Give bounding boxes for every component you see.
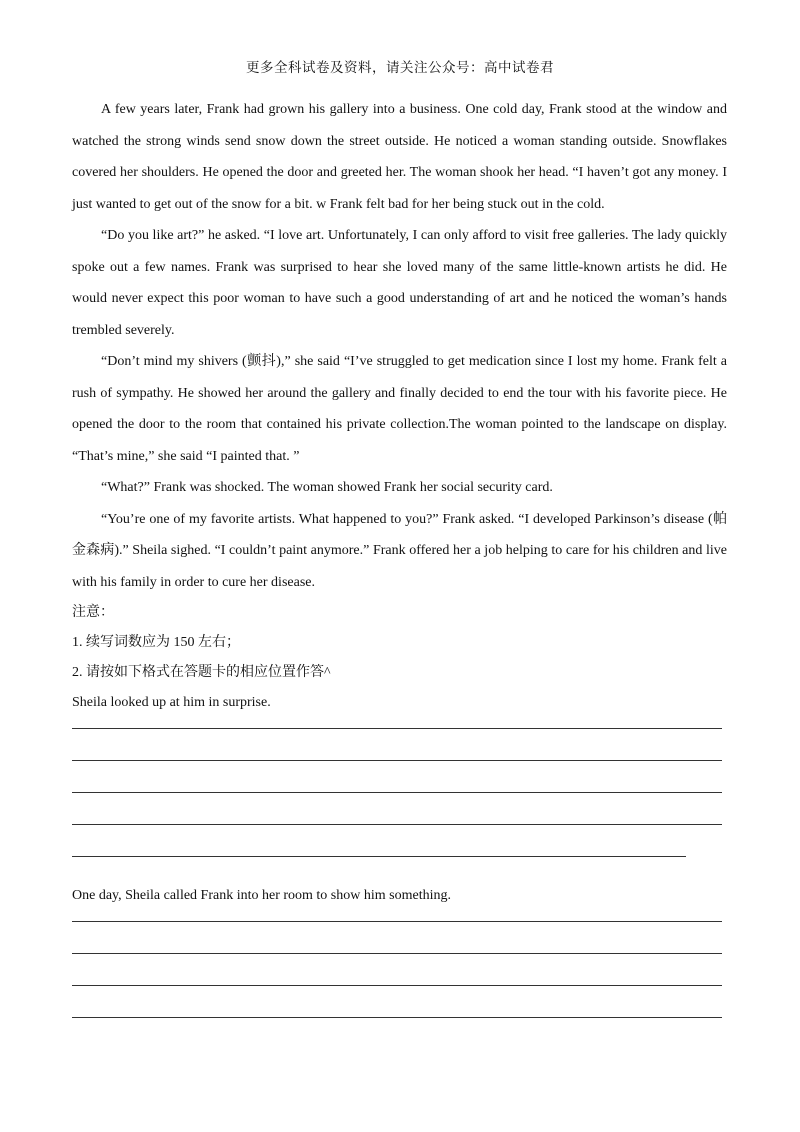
continuation-prompt-2: One day, Sheila called Frank into her room to show him something.	[72, 888, 451, 903]
notes-section	[72, 601, 727, 691]
answer-lines-1	[72, 728, 727, 857]
continuation-prompt-1: Sheila looked up at him in surprise.	[72, 695, 271, 710]
paragraph-1: A few years later, Frank had grown his gallery into a business. One cold day, Frank stood at the window and watched the strong winds send snow down the street outside. He noticed a woman standing outside. Snowflakes covered her shoulders. He opened the door and greeted her. The woman shook her head. “I haven’t got any money. I just wanted to get out of the snow for a bit. w Frank felt bad for her being stuck out in the cold.	[72, 102, 727, 212]
paragraph-2: “Do you like art?” he asked. “I love art. Unfortunately, I can only afford to visit free galleries. The lady quickly spoke out a few names. Frank was surprised to hear she loved many of the same little-known artists he did. He would never expect this poor woman to have such a good understanding of art and he noticed the woman’s hands trembled severely.	[72, 228, 727, 338]
passage	[72, 94, 727, 598]
answer-line	[72, 760, 722, 761]
answer-line	[72, 985, 722, 986]
answer-line	[72, 824, 722, 825]
document-body	[72, 94, 727, 1049]
paragraph-4: “What?” Frank was shocked. The woman showed Frank her social security card.	[101, 480, 553, 495]
paragraph-3: “Don’t mind my shivers (颤抖),” she said “I’ve struggled to get medication since I lost my home. Frank felt a rush of sympathy. He showed her around the gallery and finally decided to end the tour with his favorite piece. He opened the door to the room that contained his private collection.The woman pointed to the landscape on display. “That’s mine,” she said “I painted that. ”	[72, 354, 727, 464]
answer-line	[72, 953, 722, 954]
answer-line	[72, 856, 686, 857]
answer-line	[72, 792, 722, 793]
answer-line	[72, 921, 722, 922]
answer-line	[72, 728, 722, 729]
note-item-1: 1. 续写词数应为 150 左右；	[72, 635, 240, 650]
note-item-2: 2. 请按如下格式在答题卡的相应位置作答^	[72, 665, 331, 680]
page-header: 更多全科试卷及资料，请关注公众号：高中试卷君	[246, 60, 554, 75]
paragraph-5: “You’re one of my favorite artists. What happened to you?” Frank asked. “I developed Parkinson’s disease (帕金森病).” Sheila sighed. “I couldn’t paint anymore.” Frank offered her a job helping to care for his children and live with his family in order to cure her disease.	[72, 511, 727, 590]
notes-title: 注意：	[72, 605, 114, 620]
answer-lines-2	[72, 921, 727, 1018]
answer-line	[72, 1017, 722, 1018]
